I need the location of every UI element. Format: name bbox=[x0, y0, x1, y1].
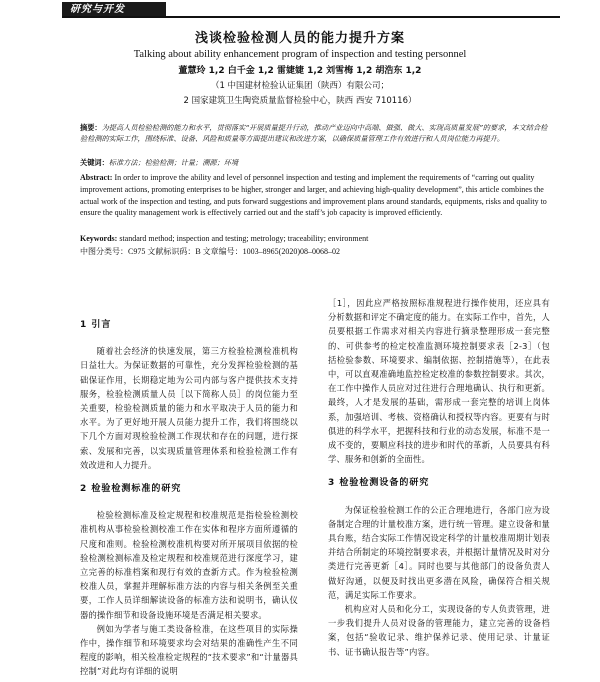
section-tab: 研究与开发 bbox=[62, 2, 166, 17]
keywords-cn bbox=[80, 157, 548, 168]
right-column bbox=[328, 296, 550, 659]
abstract-en bbox=[80, 172, 548, 219]
keywords-en bbox=[80, 233, 548, 244]
abstract-cn bbox=[80, 122, 548, 144]
paragraph: 检验检测标准及检定规程和校准规范是指检验检测校准机构从事检验检测校准工作在实体和程序方面所遵循的尺度和准则。检验检测校准机构要对所开展项目依据的检验检测检测标准及检定规程和校准规范进行深度学习，建立完善的标准档案和现行有效的查新方式。作为检验检测校准人员，掌握并理解标准方法的内容与相关条例至关重要，工作人员详细解读设备的标准方法和说明书，确认仪器的操作细节和设备设施环境是否满足相关要求。 bbox=[80, 510, 298, 620]
authors: 董慧玲 1,2 白千金 1,2 雷婕婕 1,2 刘雪梅 1,2 胡浩东 1,2 bbox=[178, 66, 422, 76]
affiliation-1: （1 中国建材检验认证集团（陕西）有限公司； bbox=[210, 81, 390, 91]
abstract-cn-label: 摘要： bbox=[80, 123, 102, 132]
paragraph: 例如为学者与施工类设备检准，在这些项目的实际操作中，操作细节和环境要求均会对结果的准确性产生不同程度的影响，相关检准检定规程的“技术要求”和“计量器具控制”对此均有详细的说明 bbox=[80, 623, 298, 677]
header-rule bbox=[62, 16, 560, 18]
keywords-en-label: Keywords: bbox=[80, 234, 118, 243]
affiliation-2: 2 国家建筑卫生陶瓷质量监督检验中心，陕西 西安 710116） bbox=[183, 96, 417, 106]
abstract-en-label: Abstract: bbox=[80, 173, 113, 182]
keywords-cn-text: 标准方法；检验检测；计量；溯源；环境 bbox=[108, 158, 239, 167]
left-column bbox=[80, 318, 298, 679]
paragraph: 随着社会经济的快速发展，第三方检验检测检准机构日益壮大。为保证数据的可靠性，充分发挥检验检测的基础保证作用，长期稳定地为公司内部与客户提供技术支持服务，检验检测质量人员［以下简称人员］的岗位能力至关重要，检验检测质量的能力和水平取决于人员的能力和水平。为了更好地开展人员能力提升工作，我们将围绕以下几个方面对现检验检测工作现状和存在的问题，进行探索、发展和完善，以实现质量管理体系和检验检测工作有效改进和人力提升。 bbox=[80, 346, 298, 470]
paragraph: ［1］，因此应严格按照标准规程进行操作使用，还应具有分析数据和评定不确定度的能力。在实际工作中，首先，人员要根据工作需求对相关内容进行摘录整理形成一套完整的、可供参考的检定校准监测环境控制要求表［2-3］（包括检验参数、环境要求、编制依据、控制措施等），在此表中，可以直观准确地监控检定校准的参数控制要求。其次，在工作中操作人员应对过往进行合理地确认、执行和更新。最终，人才是发展的基础，需形成一套完整的培训上岗体系，加强培训、考核、资格确认和授权等内容。更要有与时俱进的科学水平，把握科技和行业的动态发展，标准不是一成不变的，要顺应科技的进步和时代的革新，人员要具有科学、服务和创新的全面性。 bbox=[328, 298, 550, 465]
keywords-en-text: standard method; inspection and testing; metrology; traceability; environment bbox=[119, 234, 369, 243]
abstract-cn-text: 为提高人员检验检测的能力和水平，贯彻落实“开展质量提升行动，推动产业迈向中高端、做强、做大、实现高质量发展”的要求，本文结合检验检测的实际工作，围绕标准、设备、风险和质量等方面提出建议和改进方案，以确保质量管理工作有效进行和人员岗位能力再提升。 bbox=[80, 123, 548, 143]
paragraph: 机构应对人员和化分工，实现设备的专人负责管理，进一步我们提升人员对设备的管理能力，建立完善的设备档案，包括“验收记录、维护保养记录、使用记录、计量证书、证书确认报告等”内容。 bbox=[328, 604, 550, 657]
paper-title-en: Talking about ability enhancement program of inspection and testing personnel bbox=[133, 49, 467, 60]
section-heading-standards: 2 检验检测标准的研究 bbox=[80, 484, 182, 495]
section-heading-intro: 1 引言 bbox=[80, 320, 112, 330]
paper-title-cn: 浅谈检验检测人员的能力提升方案 bbox=[194, 31, 405, 46]
classification-line: 中图分类号：C975 文献标识码：B 文章编号：1003–8965(2020)08–0068–02 bbox=[80, 247, 340, 256]
section-heading-equipment: 3 检验检测设备的研究 bbox=[328, 478, 430, 489]
paragraph: 为保证检验检测工作的公正合理地进行，各部门应为设备制定合理的计量校准方案，进行统一管理。建立设备和量具台账，结合实际工作情况设定科学的计量校准周期计划表并结合所制定的环境控制要求表，并根据计量情况及时对分类进行完善更新［4］。同时也要与其他部门的设备负责人做好沟通，以便及时找出更多潜在风险，确保符合相关规范，满足实际工作要求。 bbox=[328, 504, 550, 600]
abstract-en-text: In order to improve the ability and level of personnel inspection and testing and implement the requirements of “carring out quality improvement actions, promoting enterprises to be higher, stronger and larger, and achieving high-quality development”, this article combines the actual work of the inspection and testing, and puts forward suggestions and improvement plans around standards, equipments, risks and quality to ensure the quality management work is effectively carried out and the staff’s job capacity is improved efficiently. bbox=[80, 173, 547, 218]
keywords-cn-label: 关键词： bbox=[80, 158, 109, 167]
